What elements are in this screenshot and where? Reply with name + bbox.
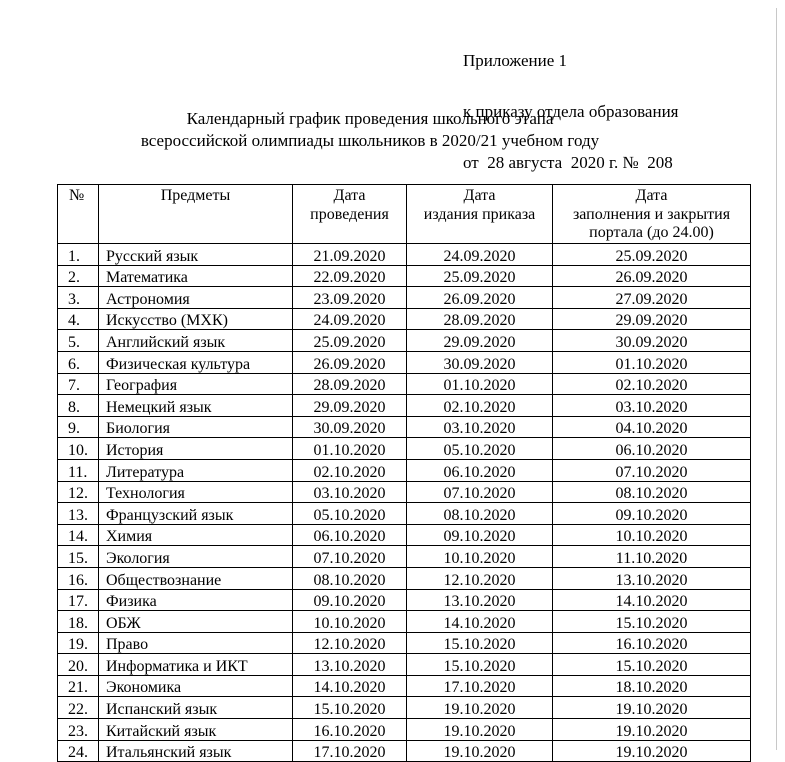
date-held-cell: 05.10.2020 xyxy=(293,503,407,525)
table-row xyxy=(58,632,751,654)
date-held-cell: 21.09.2020 xyxy=(293,244,407,266)
date-portal-cell: 08.10.2020 xyxy=(553,481,751,503)
header-subject xyxy=(99,185,293,244)
date-held-cell: 07.10.2020 xyxy=(293,546,407,568)
date-order-cell: 19.10.2020 xyxy=(407,697,553,719)
date-held-cell: 01.10.2020 xyxy=(293,438,407,460)
date-order-cell: 28.09.2020 xyxy=(407,308,553,330)
row-number: 2. xyxy=(58,265,99,287)
subject-cell: Английский язык xyxy=(99,330,293,352)
date-order-cell: 02.10.2020 xyxy=(407,395,553,417)
date-held-cell: 02.10.2020 xyxy=(293,459,407,481)
table-header-row xyxy=(58,185,751,244)
subject-cell: Обществознание xyxy=(99,567,293,589)
table-row xyxy=(58,351,751,373)
date-portal-cell: 13.10.2020 xyxy=(553,567,751,589)
date-portal-cell: 19.10.2020 xyxy=(553,697,751,719)
date-order-cell: 09.10.2020 xyxy=(407,524,553,546)
row-number: 19. xyxy=(58,632,99,654)
date-order-cell: 06.10.2020 xyxy=(407,459,553,481)
table-row xyxy=(58,438,751,460)
date-held-cell: 25.09.2020 xyxy=(293,330,407,352)
header-subject-label: Предметы xyxy=(160,187,231,204)
date-portal-cell: 04.10.2020 xyxy=(553,416,751,438)
date-order-cell: 19.10.2020 xyxy=(407,719,553,741)
header-date-order-line-2: издания приказа xyxy=(423,205,536,223)
subject-cell: Экономика xyxy=(99,675,293,697)
date-portal-cell: 19.10.2020 xyxy=(553,719,751,741)
date-portal-cell: 19.10.2020 xyxy=(553,740,751,762)
date-held-cell: 14.10.2020 xyxy=(293,675,407,697)
date-held-cell: 16.10.2020 xyxy=(293,719,407,741)
header-date-held xyxy=(293,185,407,244)
table-row xyxy=(58,373,751,395)
subject-cell: Литература xyxy=(99,459,293,481)
date-portal-cell: 03.10.2020 xyxy=(553,395,751,417)
table-row xyxy=(58,654,751,676)
date-portal-cell: 07.10.2020 xyxy=(553,459,751,481)
row-number: 3. xyxy=(58,287,99,309)
table-row xyxy=(58,524,751,546)
date-held-cell: 06.10.2020 xyxy=(293,524,407,546)
row-number: 23. xyxy=(58,719,99,741)
subject-cell: География xyxy=(99,373,293,395)
date-order-cell: 24.09.2020 xyxy=(407,244,553,266)
subject-cell: Испанский язык xyxy=(99,697,293,719)
table-row xyxy=(58,611,751,633)
page-edge-divider xyxy=(776,8,777,750)
table-row xyxy=(58,503,751,525)
row-number: 20. xyxy=(58,654,99,676)
table-row xyxy=(58,395,751,417)
date-held-cell: 28.09.2020 xyxy=(293,373,407,395)
date-portal-cell: 30.09.2020 xyxy=(553,330,751,352)
table-row xyxy=(58,244,751,266)
date-order-cell: 29.09.2020 xyxy=(407,330,553,352)
date-held-cell: 09.10.2020 xyxy=(293,589,407,611)
date-order-cell: 13.10.2020 xyxy=(407,589,553,611)
date-held-cell: 24.09.2020 xyxy=(293,308,407,330)
date-held-cell: 13.10.2020 xyxy=(293,654,407,676)
header-date-portal-line-1: Дата xyxy=(635,187,668,204)
date-order-cell: 05.10.2020 xyxy=(407,438,553,460)
date-order-cell: 14.10.2020 xyxy=(407,611,553,633)
row-number: 10. xyxy=(58,438,99,460)
subject-cell: Технология xyxy=(99,481,293,503)
date-portal-cell: 01.10.2020 xyxy=(553,351,751,373)
olympiad-schedule-table xyxy=(57,184,751,762)
date-held-cell: 10.10.2020 xyxy=(293,611,407,633)
date-portal-cell: 14.10.2020 xyxy=(553,589,751,611)
subject-cell: История xyxy=(99,438,293,460)
row-number: 16. xyxy=(58,567,99,589)
subject-cell: Экология xyxy=(99,546,293,568)
appendix-line-2: к приказу отдела образования xyxy=(463,102,679,121)
row-number: 12. xyxy=(58,481,99,503)
subject-cell: Итальянский язык xyxy=(99,740,293,762)
subject-cell: Химия xyxy=(99,524,293,546)
date-held-cell: 23.09.2020 xyxy=(293,287,407,309)
appendix-line-3: от 28 августа 2020 г. № 208 xyxy=(463,153,673,172)
date-portal-cell: 15.10.2020 xyxy=(553,611,751,633)
date-order-cell: 08.10.2020 xyxy=(407,503,553,525)
subject-cell: Физическая культура xyxy=(99,351,293,373)
row-number: 6. xyxy=(58,351,99,373)
subject-cell: Биология xyxy=(99,416,293,438)
date-held-cell: 17.10.2020 xyxy=(293,740,407,762)
date-held-cell: 22.09.2020 xyxy=(293,265,407,287)
table-row xyxy=(58,719,751,741)
subject-cell: Физика xyxy=(99,589,293,611)
date-held-cell: 15.10.2020 xyxy=(293,697,407,719)
row-number: 24. xyxy=(58,740,99,762)
date-portal-cell: 09.10.2020 xyxy=(553,503,751,525)
date-order-cell: 15.10.2020 xyxy=(407,632,553,654)
row-number: 8. xyxy=(58,395,99,417)
date-order-cell: 17.10.2020 xyxy=(407,675,553,697)
table-row xyxy=(58,308,751,330)
date-portal-cell: 26.09.2020 xyxy=(553,265,751,287)
table-row xyxy=(58,330,751,352)
date-portal-cell: 18.10.2020 xyxy=(553,675,751,697)
header-date-order-line-1: Дата xyxy=(463,187,496,204)
date-held-cell: 29.09.2020 xyxy=(293,395,407,417)
date-order-cell: 25.09.2020 xyxy=(407,265,553,287)
subject-cell: Искусство (МХК) xyxy=(99,308,293,330)
row-number: 21. xyxy=(58,675,99,697)
date-order-cell: 10.10.2020 xyxy=(407,546,553,568)
date-portal-cell: 15.10.2020 xyxy=(553,654,751,676)
header-date-portal xyxy=(553,185,751,244)
subject-cell: Астрономия xyxy=(99,287,293,309)
header-date-order xyxy=(407,185,553,244)
subject-cell: ОБЖ xyxy=(99,611,293,633)
date-order-cell: 15.10.2020 xyxy=(407,654,553,676)
date-portal-cell: 06.10.2020 xyxy=(553,438,751,460)
subject-cell: Русский язык xyxy=(99,244,293,266)
row-number: 7. xyxy=(58,373,99,395)
date-portal-cell: 27.09.2020 xyxy=(553,287,751,309)
header-date-held-line-1: Дата xyxy=(333,187,366,204)
header-number xyxy=(58,185,99,244)
table-body xyxy=(58,244,751,762)
table-row xyxy=(58,459,751,481)
subject-cell: Немецкий язык xyxy=(99,395,293,417)
table-row xyxy=(58,265,751,287)
row-number: 9. xyxy=(58,416,99,438)
date-order-cell: 03.10.2020 xyxy=(407,416,553,438)
row-number: 1. xyxy=(58,244,99,266)
table-row xyxy=(58,567,751,589)
table-row xyxy=(58,589,751,611)
subject-cell: Китайский язык xyxy=(99,719,293,741)
row-number: 5. xyxy=(58,330,99,352)
row-number: 14. xyxy=(58,524,99,546)
date-portal-cell: 29.09.2020 xyxy=(553,308,751,330)
date-held-cell: 08.10.2020 xyxy=(293,567,407,589)
title-line-2: всероссийской олимпиады школьников в 2020/21 учебном году xyxy=(140,131,600,150)
row-number: 15. xyxy=(58,546,99,568)
row-number: 4. xyxy=(58,308,99,330)
subject-cell: Французский язык xyxy=(99,503,293,525)
appendix-block xyxy=(463,18,679,188)
date-held-cell: 26.09.2020 xyxy=(293,351,407,373)
subject-cell: Информатика и ИКТ xyxy=(99,654,293,676)
row-number: 18. xyxy=(58,611,99,633)
date-portal-cell: 02.10.2020 xyxy=(553,373,751,395)
date-portal-cell: 10.10.2020 xyxy=(553,524,751,546)
document-title xyxy=(100,108,640,152)
date-held-cell: 03.10.2020 xyxy=(293,481,407,503)
table-row xyxy=(58,287,751,309)
row-number: 22. xyxy=(58,697,99,719)
table-row xyxy=(58,481,751,503)
date-portal-cell: 25.09.2020 xyxy=(553,244,751,266)
date-order-cell: 19.10.2020 xyxy=(407,740,553,762)
header-number-label: № xyxy=(69,187,85,204)
date-portal-cell: 16.10.2020 xyxy=(553,632,751,654)
date-order-cell: 07.10.2020 xyxy=(407,481,553,503)
date-portal-cell: 11.10.2020 xyxy=(553,546,751,568)
table-row xyxy=(58,546,751,568)
subject-cell: Право xyxy=(99,632,293,654)
date-order-cell: 12.10.2020 xyxy=(407,567,553,589)
header-date-portal-line-2: заполнения и закрытия xyxy=(572,205,731,223)
table-row xyxy=(58,740,751,762)
subject-cell: Математика xyxy=(99,265,293,287)
table-row xyxy=(58,697,751,719)
header-date-portal-line-3: портала (до 24.00) xyxy=(589,224,714,241)
table-row xyxy=(58,416,751,438)
date-order-cell: 30.09.2020 xyxy=(407,351,553,373)
date-order-cell: 01.10.2020 xyxy=(407,373,553,395)
header-date-held-line-2: проведения xyxy=(310,205,389,223)
row-number: 17. xyxy=(58,589,99,611)
row-number: 13. xyxy=(58,503,99,525)
date-held-cell: 30.09.2020 xyxy=(293,416,407,438)
title-line-1: Календарный график проведения школьного этапа xyxy=(186,109,554,128)
date-order-cell: 26.09.2020 xyxy=(407,287,553,309)
date-held-cell: 12.10.2020 xyxy=(293,632,407,654)
row-number: 11. xyxy=(58,459,99,481)
appendix-line-1: Приложение 1 xyxy=(463,51,567,70)
table-row xyxy=(58,675,751,697)
